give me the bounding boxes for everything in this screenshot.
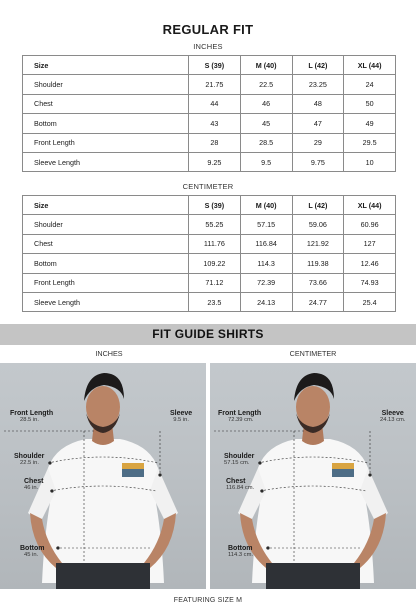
- featuring-size-caption: FEATURING SIZE M: [173, 597, 243, 604]
- row-label-cell: Sleeve Length: [23, 292, 189, 311]
- shoulder-value: 57.15 cm.: [224, 460, 250, 467]
- header-cell: Size: [23, 56, 189, 75]
- shoulder-annotation: [14, 453, 44, 468]
- sleeve-annotation: [380, 410, 405, 425]
- measurement-cell: 46: [240, 94, 292, 113]
- measurement-cell: 72.39: [240, 273, 292, 292]
- measurement-cell: 59.06: [292, 215, 344, 234]
- row-label-cell: Shoulder: [23, 75, 189, 94]
- measurement-cell: 9.5: [240, 152, 292, 171]
- measurement-cell: 23.5: [189, 292, 241, 311]
- table-row: [23, 215, 396, 234]
- table-row: [23, 292, 396, 311]
- measurement-cell: 21.75: [189, 75, 241, 94]
- bottom-value: 45 in.: [24, 552, 39, 559]
- model-photo-centimeter: [210, 363, 416, 589]
- measurement-cell: 45: [240, 114, 292, 133]
- measurement-cell: 29.5: [344, 133, 396, 152]
- shoulder-annotation: [224, 453, 254, 468]
- header-cell: M (40): [240, 196, 292, 215]
- table-row: [23, 234, 396, 253]
- measurement-cell: 47: [292, 114, 344, 133]
- chest-value: 116.84 cm.: [226, 485, 255, 492]
- measurement-cell: 9.75: [292, 152, 344, 171]
- measurement-cell: 9.25: [189, 152, 241, 171]
- chest-annotation: [24, 478, 43, 493]
- measurement-cell: 24: [344, 75, 396, 94]
- chest-annotation: [226, 478, 254, 493]
- front-length-label: Front Length: [218, 410, 262, 417]
- inches-size-table: [22, 55, 396, 172]
- bottom-label: Bottom: [228, 545, 253, 552]
- regular-fit-title: REGULAR FIT: [162, 22, 254, 37]
- fit-guide-banner: [0, 324, 416, 345]
- table-row: [23, 152, 396, 171]
- measurement-cell: 50: [344, 94, 396, 113]
- table-header-row: [23, 196, 396, 215]
- table-row: [23, 75, 396, 94]
- chest-label: Chest: [226, 478, 246, 485]
- measurement-cell: 57.15: [240, 215, 292, 234]
- measurement-cell: 73.66: [292, 273, 344, 292]
- header-cell: M (40): [240, 56, 292, 75]
- sleeve-label: Sleeve: [170, 410, 193, 417]
- shoulder-value: 22.5 in.: [20, 460, 40, 467]
- fit-guide-title: FIT GUIDE SHIRTS: [152, 327, 264, 341]
- measurement-cell: 28.5: [240, 133, 292, 152]
- measurement-cell: 60.96: [344, 215, 396, 234]
- inches-unit-label: INCHES: [193, 42, 223, 51]
- front-length-value: 28.5 in.: [20, 417, 40, 424]
- header-cell: XL (44): [344, 196, 396, 215]
- panel-heading-centimeter: CENTIMETER: [289, 349, 337, 358]
- centimeter-unit-label: CENTIMETER: [182, 182, 234, 191]
- measurement-cell: 23.25: [292, 75, 344, 94]
- header-cell: Size: [23, 196, 189, 215]
- front-length-value: 72.39 cm.: [228, 417, 254, 424]
- header-cell: XL (44): [344, 56, 396, 75]
- shoulder-label: Shoulder: [14, 453, 45, 460]
- centimeter-size-table: [22, 195, 396, 312]
- measurement-cell: 48: [292, 94, 344, 113]
- row-label-cell: Front Length: [23, 133, 189, 152]
- measurement-cell: 74.93: [344, 273, 396, 292]
- front-length-label: Front Length: [10, 410, 54, 417]
- measurement-cell: 49: [344, 114, 396, 133]
- measurement-cell: 29: [292, 133, 344, 152]
- bottom-annotation: [228, 545, 253, 560]
- measurement-cell: 22.5: [240, 75, 292, 94]
- measurement-cell: 43: [189, 114, 241, 133]
- row-label-cell: Bottom: [23, 254, 189, 273]
- header-cell: L (42): [292, 196, 344, 215]
- measurement-cell: 44: [189, 94, 241, 113]
- measurement-cell: 12.46: [344, 254, 396, 273]
- table-row: [23, 254, 396, 273]
- sleeve-value: 24.13 cm.: [380, 417, 406, 424]
- shoulder-label: Shoulder: [224, 453, 255, 460]
- bottom-annotation: [20, 545, 45, 560]
- table-row: [23, 114, 396, 133]
- measurement-cell: 127: [344, 234, 396, 253]
- panel-heading-inches: INCHES: [95, 349, 123, 358]
- measurement-cell: 24.13: [240, 292, 292, 311]
- row-label-cell: Chest: [23, 94, 189, 113]
- model-photo-inches: [0, 363, 206, 589]
- measurement-cell: 10: [344, 152, 396, 171]
- header-cell: S (39): [189, 56, 241, 75]
- measurement-cell: 111.76: [189, 234, 241, 253]
- sleeve-label: Sleeve: [381, 410, 404, 417]
- row-label-cell: Front Length: [23, 273, 189, 292]
- front-length-annotation: [10, 410, 53, 425]
- bottom-label: Bottom: [20, 545, 45, 552]
- measurement-cell: 24.77: [292, 292, 344, 311]
- measurement-cell: 28: [189, 133, 241, 152]
- row-label-cell: Chest: [23, 234, 189, 253]
- centimeter-table-body: [23, 215, 396, 312]
- inches-table-body: [23, 75, 396, 172]
- measurement-cell: 121.92: [292, 234, 344, 253]
- table-header-row: [23, 56, 396, 75]
- row-label-cell: Sleeve Length: [23, 152, 189, 171]
- chest-value: 46 in.: [24, 485, 39, 492]
- row-label-cell: Shoulder: [23, 215, 189, 234]
- header-cell: L (42): [292, 56, 344, 75]
- measurement-cell: 71.12: [189, 273, 241, 292]
- sleeve-annotation: [170, 410, 192, 425]
- table-row: [23, 94, 396, 113]
- measurement-cell: 119.38: [292, 254, 344, 273]
- measurement-cell: 25.4: [344, 292, 396, 311]
- measurement-cell: 109.22: [189, 254, 241, 273]
- sleeve-value: 9.5 in.: [173, 417, 189, 424]
- measurement-cell: 114.3: [240, 254, 292, 273]
- table-row: [23, 273, 396, 292]
- measurement-cell: 116.84: [240, 234, 292, 253]
- header-cell: S (39): [189, 196, 241, 215]
- chest-label: Chest: [24, 478, 44, 485]
- table-row: [23, 133, 396, 152]
- measurement-cell: 55.25: [189, 215, 241, 234]
- bottom-value: 114.3 cm.: [228, 552, 254, 559]
- front-length-annotation: [218, 410, 261, 425]
- row-label-cell: Bottom: [23, 114, 189, 133]
